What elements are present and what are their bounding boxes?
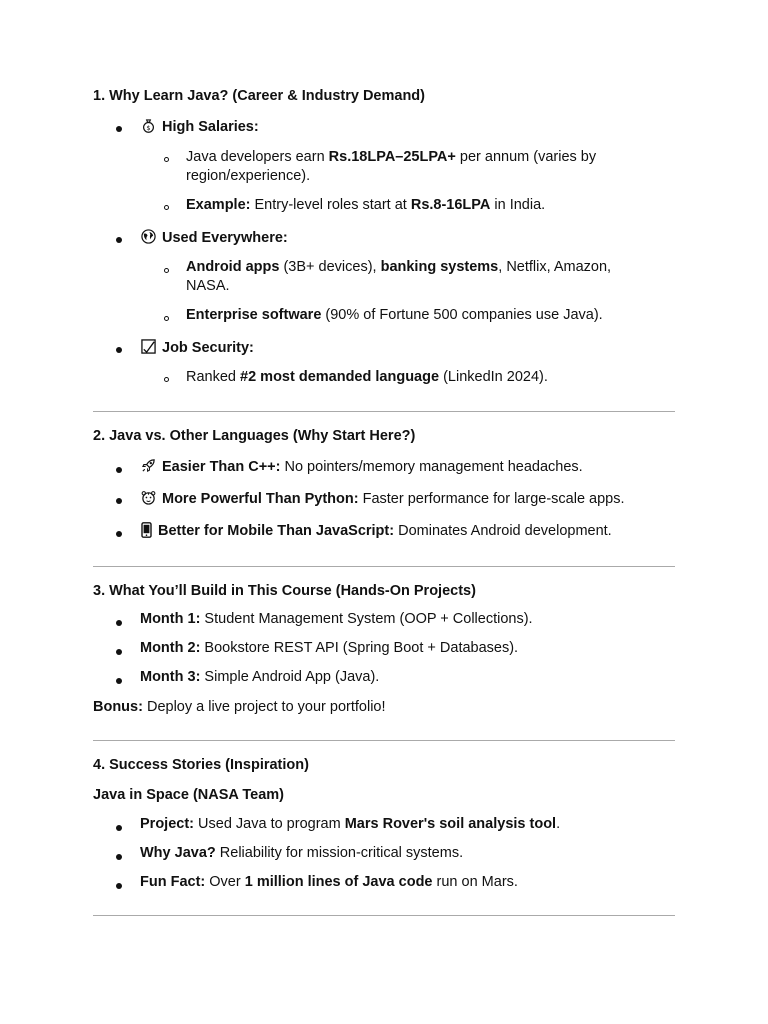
list-item-job-security — [141, 339, 254, 356]
sub-bullet — [164, 268, 169, 273]
rank-text: #2 most demanded language — [240, 369, 440, 385]
text: Entry-level roles start at — [250, 197, 411, 213]
salary-range: Rs.18LPA–25LPA+ — [328, 149, 456, 165]
sub-bullet — [164, 157, 169, 162]
bullet-dot — [116, 498, 122, 504]
bullet-dot — [116, 126, 122, 132]
bullet-dot — [116, 649, 122, 655]
list-item-fun-fact — [140, 874, 518, 890]
section-divider — [93, 915, 675, 916]
bullet-dot — [116, 854, 122, 860]
section-divider — [93, 411, 675, 412]
text: Used Java to program — [194, 816, 345, 832]
list-item-easier-than-cpp — [141, 458, 583, 475]
enterprise-item — [186, 307, 603, 323]
enterprise-software: Enterprise software — [186, 307, 322, 323]
bonus-label: Bonus: — [93, 699, 143, 715]
mars-rover-tool: Mars Rover's soil analysis tool — [344, 816, 557, 832]
salary-range-item-cont: region/experience). — [186, 168, 311, 184]
text: Reliability for mission-critical systems. — [215, 845, 464, 861]
easier-label: Easier Than C++: — [162, 459, 281, 475]
fun-fact-label: Fun Fact: — [140, 874, 206, 890]
more-powerful-text: Faster performance for large-scale apps. — [358, 491, 625, 507]
bullet-dot — [116, 825, 122, 831]
list-item-used-everywhere — [141, 229, 288, 246]
tiger-face-icon — [141, 490, 156, 505]
list-item-project — [140, 816, 560, 832]
bonus-line — [93, 699, 386, 715]
text: Ranked — [186, 369, 241, 385]
million-lines: 1 million lines of Java code — [244, 874, 433, 890]
month-3-text: Simple Android App (Java). — [200, 669, 380, 685]
more-powerful-label: More Powerful Than Python: — [162, 491, 359, 507]
money-bag-icon — [141, 118, 156, 133]
month-3-label: Month 3: — [140, 669, 201, 685]
section-4-heading: 4. Success Stories (Inspiration) — [93, 757, 309, 773]
list-item-better-mobile — [141, 522, 612, 539]
section-1-heading: 1. Why Learn Java? (Career & Industry Demand) — [93, 88, 425, 104]
easier-text: No pointers/memory management headaches. — [280, 459, 583, 475]
globe-icon — [141, 229, 156, 244]
section-2-heading: 2. Java vs. Other Languages (Why Start Here?) — [93, 428, 416, 444]
list-item-month-2 — [140, 640, 518, 656]
better-mobile-text: Dominates Android development. — [394, 523, 612, 539]
project-label: Project: — [140, 816, 194, 832]
month-1-text: Student Management System (OOP + Collections). — [200, 611, 533, 627]
bullet-dot — [116, 347, 122, 353]
text: Java developers earn — [186, 149, 329, 165]
svg-text:$: $ — [146, 123, 151, 132]
list-item-why-java — [140, 845, 463, 861]
section-divider — [93, 740, 675, 741]
high-salaries-label: High Salaries: — [162, 119, 259, 135]
banking-systems: banking systems — [380, 259, 499, 275]
text: Over — [205, 874, 245, 890]
bullet-dot — [116, 883, 122, 889]
text: (3B+ devices), — [279, 259, 381, 275]
text: run on Mars. — [432, 874, 518, 890]
example-label: Example: — [186, 197, 251, 213]
mobile-phone-icon — [141, 522, 152, 537]
bullet-dot — [116, 531, 122, 537]
section-divider — [93, 566, 675, 567]
entry-salary: Rs.8-16LPA — [410, 197, 491, 213]
text: . — [556, 816, 561, 832]
month-2-label: Month 2: — [140, 640, 201, 656]
text: in India. — [490, 197, 546, 213]
text: , Netflix, Amazon, — [498, 259, 612, 275]
section-4-subheading: Java in Space (NASA Team) — [93, 787, 284, 803]
rocket-icon — [141, 458, 156, 473]
text: per annum (varies by — [455, 149, 597, 165]
bullet-dot — [116, 237, 122, 243]
sub-bullet — [164, 316, 169, 321]
text: (90% of Fortune 500 companies use Java). — [321, 307, 603, 323]
bullet-dot — [116, 467, 122, 473]
sub-bullet — [164, 205, 169, 210]
bonus-text: Deploy a live project to your portfolio! — [142, 699, 386, 715]
example-item — [186, 197, 545, 213]
why-java-label: Why Java? — [140, 845, 216, 861]
salary-range-item — [186, 149, 596, 165]
ranked-item — [186, 369, 548, 385]
sub-bullet — [164, 377, 169, 382]
android-apps-item — [186, 259, 611, 275]
list-item-month-1 — [140, 611, 533, 627]
list-item-high-salaries — [141, 118, 259, 135]
bullet-dot — [116, 678, 122, 684]
better-mobile-label: Better for Mobile Than JavaScript: — [158, 523, 395, 539]
text: (LinkedIn 2024). — [439, 369, 548, 385]
month-2-text: Bookstore REST API (Spring Boot + Databases). — [200, 640, 519, 656]
bullet-dot — [116, 620, 122, 626]
android-apps: Android apps — [186, 259, 280, 275]
list-item-month-3 — [140, 669, 379, 685]
section-3-heading: 3. What You’ll Build in This Course (Hands-On Projects) — [93, 583, 476, 599]
check-box-icon — [141, 339, 156, 354]
android-apps-item-cont: NASA. — [186, 278, 230, 294]
month-1-label: Month 1: — [140, 611, 201, 627]
list-item-more-powerful — [141, 490, 625, 507]
used-everywhere-label: Used Everywhere: — [162, 230, 288, 246]
job-security-label: Job Security: — [162, 340, 254, 356]
